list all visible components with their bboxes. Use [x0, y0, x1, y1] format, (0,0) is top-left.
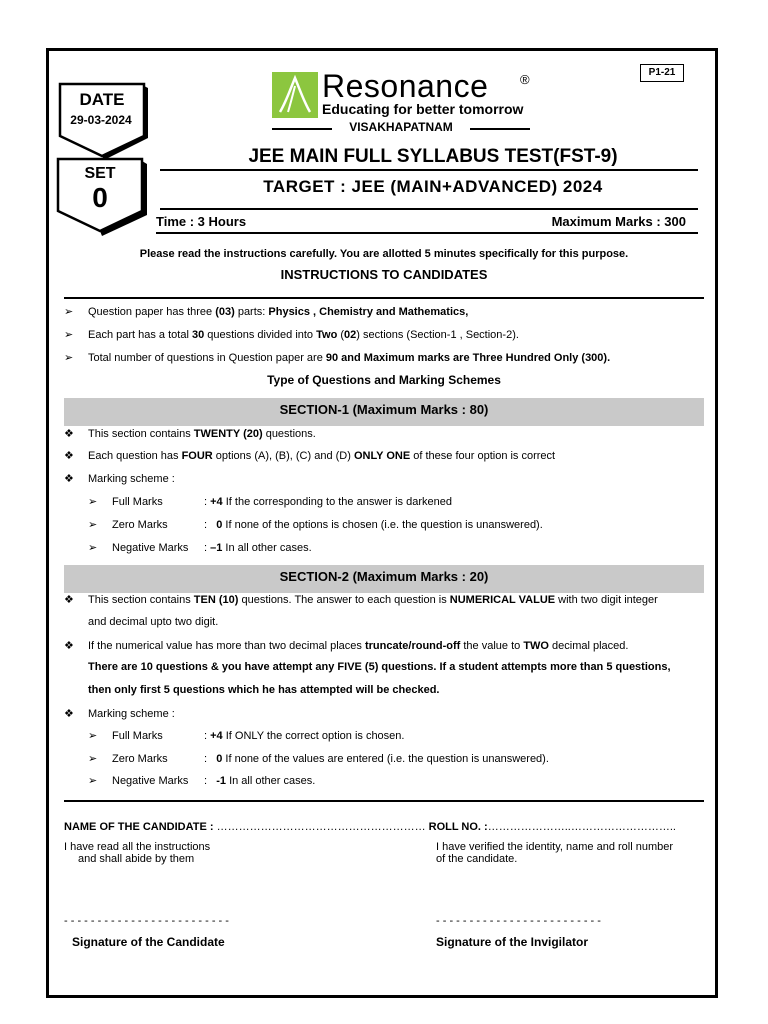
section-2-rule: There are 10 questions & you have attempt any FIVE (5) questions. If a student attempts more than 5 questions,: [88, 661, 671, 673]
invigilator-signature-label: Signature of the Invigilator: [436, 935, 589, 949]
target-divider: [160, 208, 698, 210]
diamond-bullet-icon: ❖: [64, 428, 74, 440]
footer-divider: [64, 800, 704, 802]
test-title: JEE MAIN FULL SYLLABUS TEST(FST-9): [248, 146, 618, 167]
date-label: DATE: [79, 90, 125, 109]
time-duration: Time : 3 Hours: [156, 214, 247, 229]
candidate-signature-label: Signature of the Candidate: [72, 935, 225, 949]
section-2-rule: then only first 5 questions which he has attempted will be checked.: [88, 684, 440, 696]
set-value: 0: [92, 182, 108, 213]
marking-row: ➢ Zero Marks : 0 If none of the values are entered (i.e. the question is unanswered).: [88, 753, 549, 765]
arrow-bullet-icon: ➢: [64, 306, 74, 318]
test-target: TARGET : JEE (MAIN+ADVANCED) 2024: [263, 177, 603, 196]
arrow-bullet-icon: ➢: [88, 753, 98, 765]
maximum-marks: Maximum Marks : 300: [551, 214, 686, 229]
registered-mark: ®: [520, 72, 530, 87]
section-2-item: ❖ If the numerical value has more than two decimal places truncate/round-off the value to TWO decimal placed.: [64, 640, 629, 652]
candidate-signature-line: - - - - - - - - - - - - - - - - - - - - - - - - -: [64, 915, 229, 927]
city-name: VISAKHAPATNAM: [272, 120, 530, 134]
instructions-divider: [64, 297, 704, 299]
marking-row: ➢ Negative Marks : -1 In all other cases.: [88, 775, 316, 787]
marking-row: ➢ Negative Marks : –1 In all other cases.: [88, 542, 312, 554]
marking-row: ➢ Zero Marks : 0 If none of the options is chosen (i.e. the question is unanswered).: [88, 519, 543, 531]
diamond-bullet-icon: ❖: [64, 450, 74, 462]
page-code: P1-21: [640, 64, 684, 82]
section-2-item: ❖ Marking scheme :: [64, 708, 175, 720]
section-2-heading: SECTION-2 (Maximum Marks : 20): [64, 565, 704, 593]
title-divider: [160, 169, 698, 171]
general-item: ➢ Total number of questions in Question paper are 90 and Maximum marks are Three Hundred Only (300).: [64, 352, 611, 364]
arrow-bullet-icon: ➢: [88, 519, 98, 531]
arrow-bullet-icon: ➢: [64, 352, 74, 364]
diamond-bullet-icon: ❖: [64, 473, 74, 485]
candidate-declaration: I have read all the instructions and shall abide by them: [64, 841, 211, 865]
instructions-title: INSTRUCTIONS TO CANDIDATES: [280, 267, 488, 282]
brand-name: Resonance: [322, 68, 489, 104]
section-1-item: ❖ Each question has FOUR options (A), (B), (C) and (D) ONLY ONE of these four option is correct: [64, 450, 556, 462]
section-2-item: and decimal upto two digit.: [88, 616, 219, 628]
arrow-bullet-icon: ➢: [64, 329, 74, 341]
invigilator-declaration: I have verified the identity, name and roll number of the candidate.: [436, 841, 674, 865]
time-divider: [156, 232, 698, 234]
tagline: Educating for better tomorrow: [322, 101, 524, 117]
instruction-notice: Please read the instructions carefully. You are allotted 5 minutes specifically for this purpose.: [139, 248, 629, 260]
section-1-heading: SECTION-1 (Maximum Marks : 80): [64, 398, 704, 426]
candidate-name-line: NAME OF THE CANDIDATE : ………………………………………………… ROLL NO. :…………………..………………………..: [64, 821, 676, 833]
section-1-item: ❖ This section contains TWENTY (20) questions.: [64, 428, 316, 440]
diamond-bullet-icon: ❖: [64, 594, 74, 606]
diamond-bullet-icon: ❖: [64, 708, 74, 720]
set-label: SET: [84, 165, 116, 182]
arrow-bullet-icon: ➢: [88, 730, 98, 742]
general-item: ➢ Question paper has three (03) parts: Physics , Chemistry and Mathematics,: [64, 306, 469, 318]
arrow-bullet-icon: ➢: [88, 542, 98, 554]
marking-row: ➢ Full Marks : +4 If the corresponding to the answer is darkened: [88, 496, 452, 508]
diamond-bullet-icon: ❖: [64, 640, 74, 652]
general-item: ➢ Each part has a total 30 questions divided into Two (02) sections (Section-1 , Section-2).: [64, 329, 519, 341]
invigilator-signature-line: - - - - - - - - - - - - - - - - - - - - - - - - -: [436, 915, 601, 927]
arrow-bullet-icon: ➢: [88, 496, 98, 508]
date-value: 29-03-2024: [70, 113, 132, 127]
types-title: Type of Questions and Marking Schemes: [267, 373, 501, 387]
resonance-logo-icon: [272, 72, 318, 118]
arrow-bullet-icon: ➢: [88, 775, 98, 787]
section-2-item: ❖ This section contains TEN (10) questions. The answer to each question is NUMERICAL VALUE with two digit integer: [64, 594, 658, 606]
section-1-item: ❖ Marking scheme :: [64, 473, 175, 485]
marking-row: ➢ Full Marks : +4 If ONLY the correct option is chosen.: [88, 730, 405, 742]
